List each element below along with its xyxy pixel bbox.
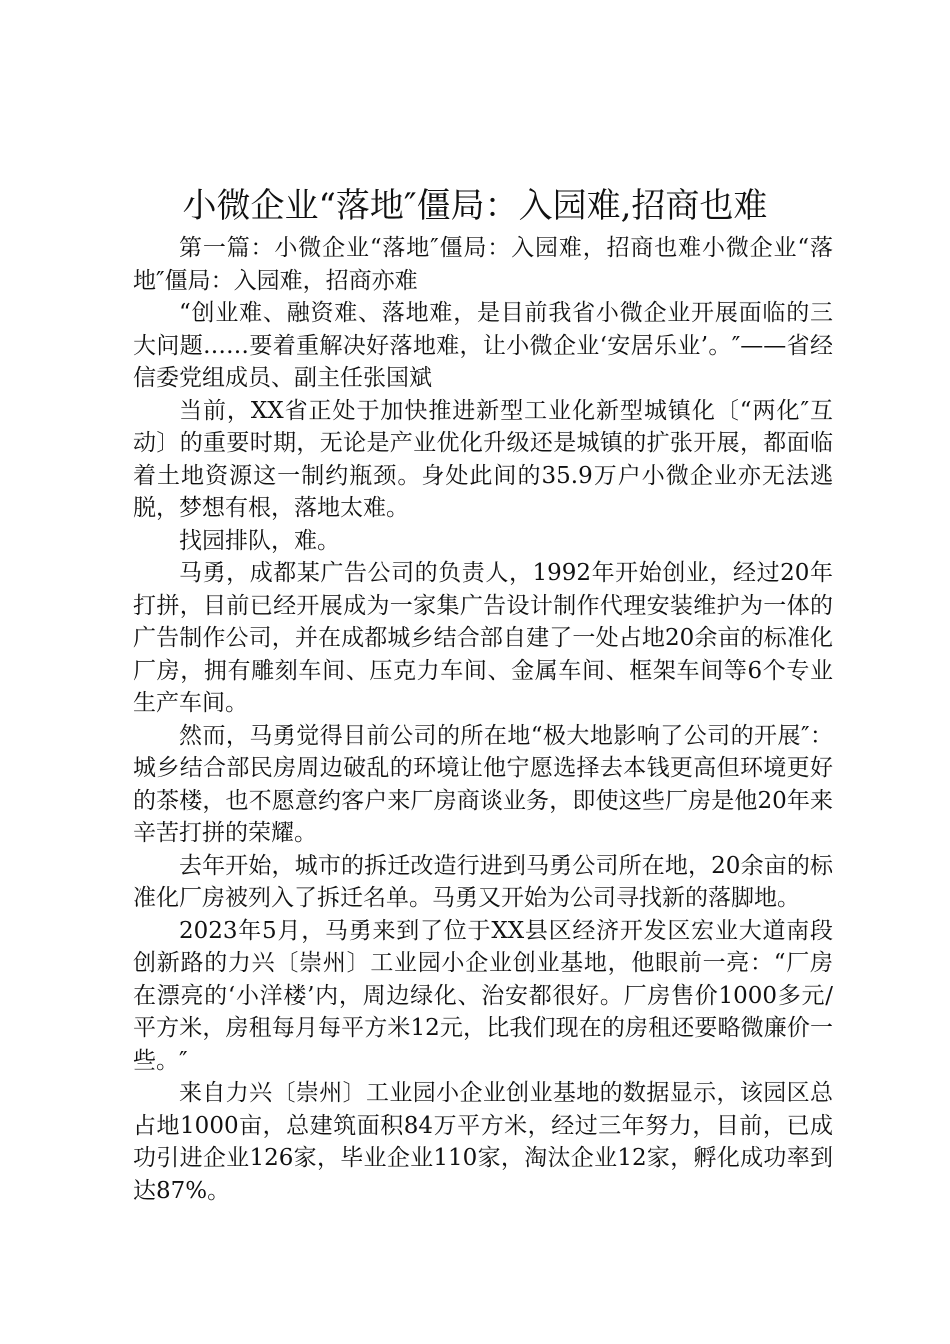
document-body: [133, 232, 833, 1207]
paragraph-3: 当前，XX省正处于加快推进新型工业化新型城镇化〔“两化″互动〕的重要时期，无论是产业优化升级还是城镇的扩张开展，都面临着土地资源这一制约瓶颈。身处此间的35.9万户小微企业亦无法逃脱，梦想有根，落地太难。: [133, 397, 833, 521]
document-title: 小微企业“落地″僵局：入园难,招商也难: [182, 186, 768, 226]
paragraph-4: 找园排队，难。: [179, 527, 340, 554]
paragraph-1: 第一篇：小微企业“落地″僵局：入园难，招商也难小微企业“落地″僵局：入园难，招商亦难: [133, 235, 833, 294]
paragraph-9: 来自力兴〔崇州〕工业园小企业创业基地的数据显示，该园区总占地1000亩，总建筑面积84万平方米，经过三年努力，目前，已成功引进企业126家，毕业企业110家，淘汰企业12家，孵化成功率到达87%。: [133, 1080, 833, 1204]
paragraph-5: 马勇，成都某广告公司的负责人，1992年开始创业，经过20年打拼，目前已经开展成为一家集广告设计制作代理安装维护为一体的广告制作公司，并在成都城乡结合部自建了一处占地20余亩的标准化厂房，拥有雕刻车间、压克力车间、金属车间、框架车间等6个专业生产车间。: [133, 560, 833, 716]
paragraph-2: “创业难、融资难、落地难，是目前我省小微企业开展面临的三大问题……要着重解决好落地难，让小微企业‘安居乐业’。″——省经信委党组成员、副主任张国斌: [133, 300, 833, 391]
paragraph-7: 去年开始，城市的拆迁改造行进到马勇公司所在地，20余亩的标准化厂房被列入了拆迁名单。马勇又开始为公司寻找新的落脚地。: [133, 852, 833, 911]
paragraph-6: 然而，马勇觉得目前公司的所在地“极大地影响了公司的开展″：城乡结合部民房周边破乱的环境让他宁愿选择去本钱更高但环境更好的茶楼，也不愿意约客户来厂房商谈业务，即使这些厂房是他20年来辛苦打拼的荣耀。: [133, 722, 833, 846]
paragraph-8: 2023年5月，马勇来到了位于XX县区经济开发区宏业大道南段创新路的力兴〔崇州〕工业园小企业创业基地，他眼前一亮：“厂房在漂亮的‘小洋楼’内，周边绿化、治安都很好。厂房售价1000多元/平方米，房租每月每平方米12元，比我们现在的房租还要略微廉价一些。″: [133, 917, 833, 1074]
